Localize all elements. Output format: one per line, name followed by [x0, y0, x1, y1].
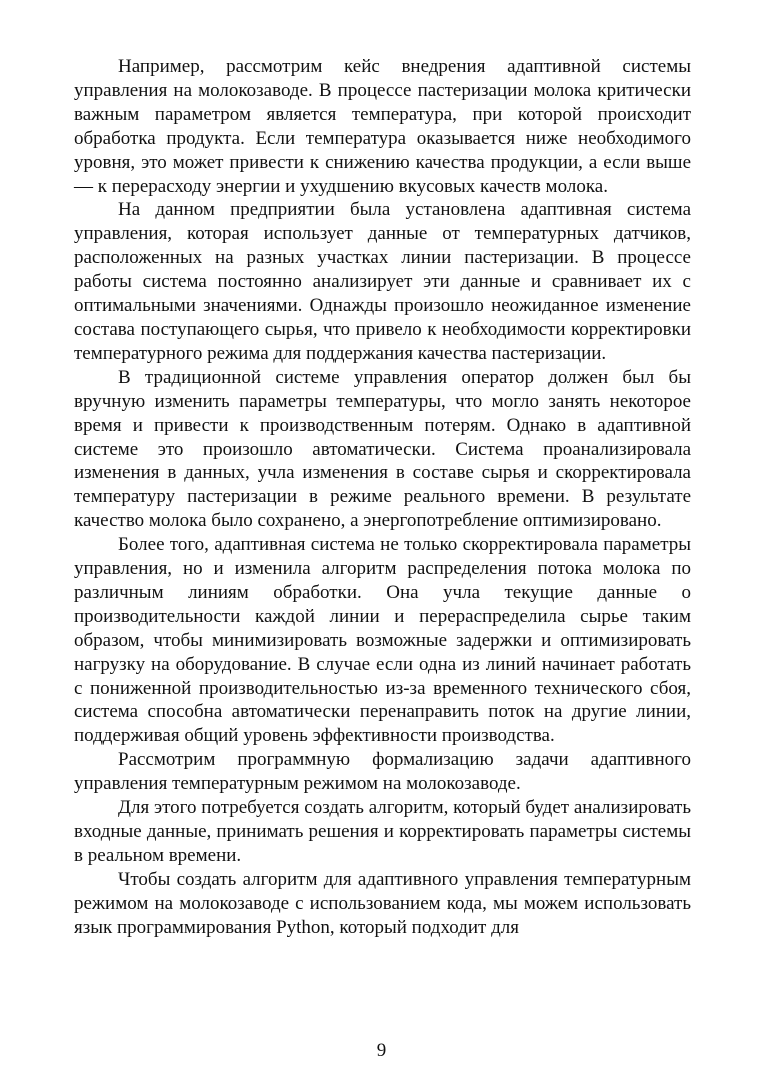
paragraph-traditional-vs-adaptive: В традиционной системе управления оператор должен был бы вручную изменить параметры температуры, что могло занять некоторое время и привести к производственным потерям. Однако в адаптивной системе это произошло автоматически. Система проанализировала изменения в данных, учла изменения в составе сырья и скорректировала температуру пастеризации в режиме реального времени. В результате качество молока было сохранено, а энергопотребление оптимизировано.: [74, 366, 691, 532]
paragraph-flow-redistribution: Более того, адаптивная система не только скорректировала параметры управления, но и изменила алгоритм распределения потока молока по различным линиям обработки. Она учла текущие данные о производительности каждой линии и перераспределила сырье таким образом, чтобы минимизировать возможные задержки и оптимизировать нагрузку на оборудование. В случае если одна из линий начинает работать с пониженной производительностью из-за временного технического сбоя, система способна автоматически перенаправить поток на другие линии, поддерживая общий уровень эффективности производства.: [74, 534, 691, 747]
page-number: 9: [376, 1040, 387, 1061]
paragraph-program-formalization: Рассмотрим программную формализацию задачи адаптивного управления температурным режимом на молокозаводе.: [74, 749, 691, 795]
page-body: [74, 55, 691, 940]
paragraph-algorithm-requirements: Для этого потребуется создать алгоритм, который будет анализировать входные данные, принимать решения и корректировать параметры системы в реальном времени.: [74, 797, 691, 866]
paragraph-python-intro: Чтобы создать алгоритм для адаптивного управления температурным режимом на молокозаводе с использованием кода, мы можем использовать язык программирования Python, который подходит для: [74, 868, 691, 938]
paragraph-dairy-case-intro: Например, рассмотрим кейс внедрения адаптивной системы управления на молокозаводе. В процессе пастеризации молока критически важным параметром является температура, при которой происходит обработка продукта. Если температура оказывается ниже необходимого уровня, это может привести к снижению качества продукции, а если выше — к перерасходу энергии и ухудшению вкусовых качеств молока.: [74, 56, 691, 197]
paragraph-adaptive-system-setup: На данном предприятии была установлена адаптивная система управления, которая использует данные от температурных датчиков, расположенных на разных участках линии пастеризации. В процессе работы система постоянно анализирует эти данные и сравнивает их с оптимальными значениями. Однажды произошло неожиданное изменение состава поступающего сырья, что привело к необходимости корректировки температурного режима для поддержания качества пастеризации.: [74, 199, 691, 364]
